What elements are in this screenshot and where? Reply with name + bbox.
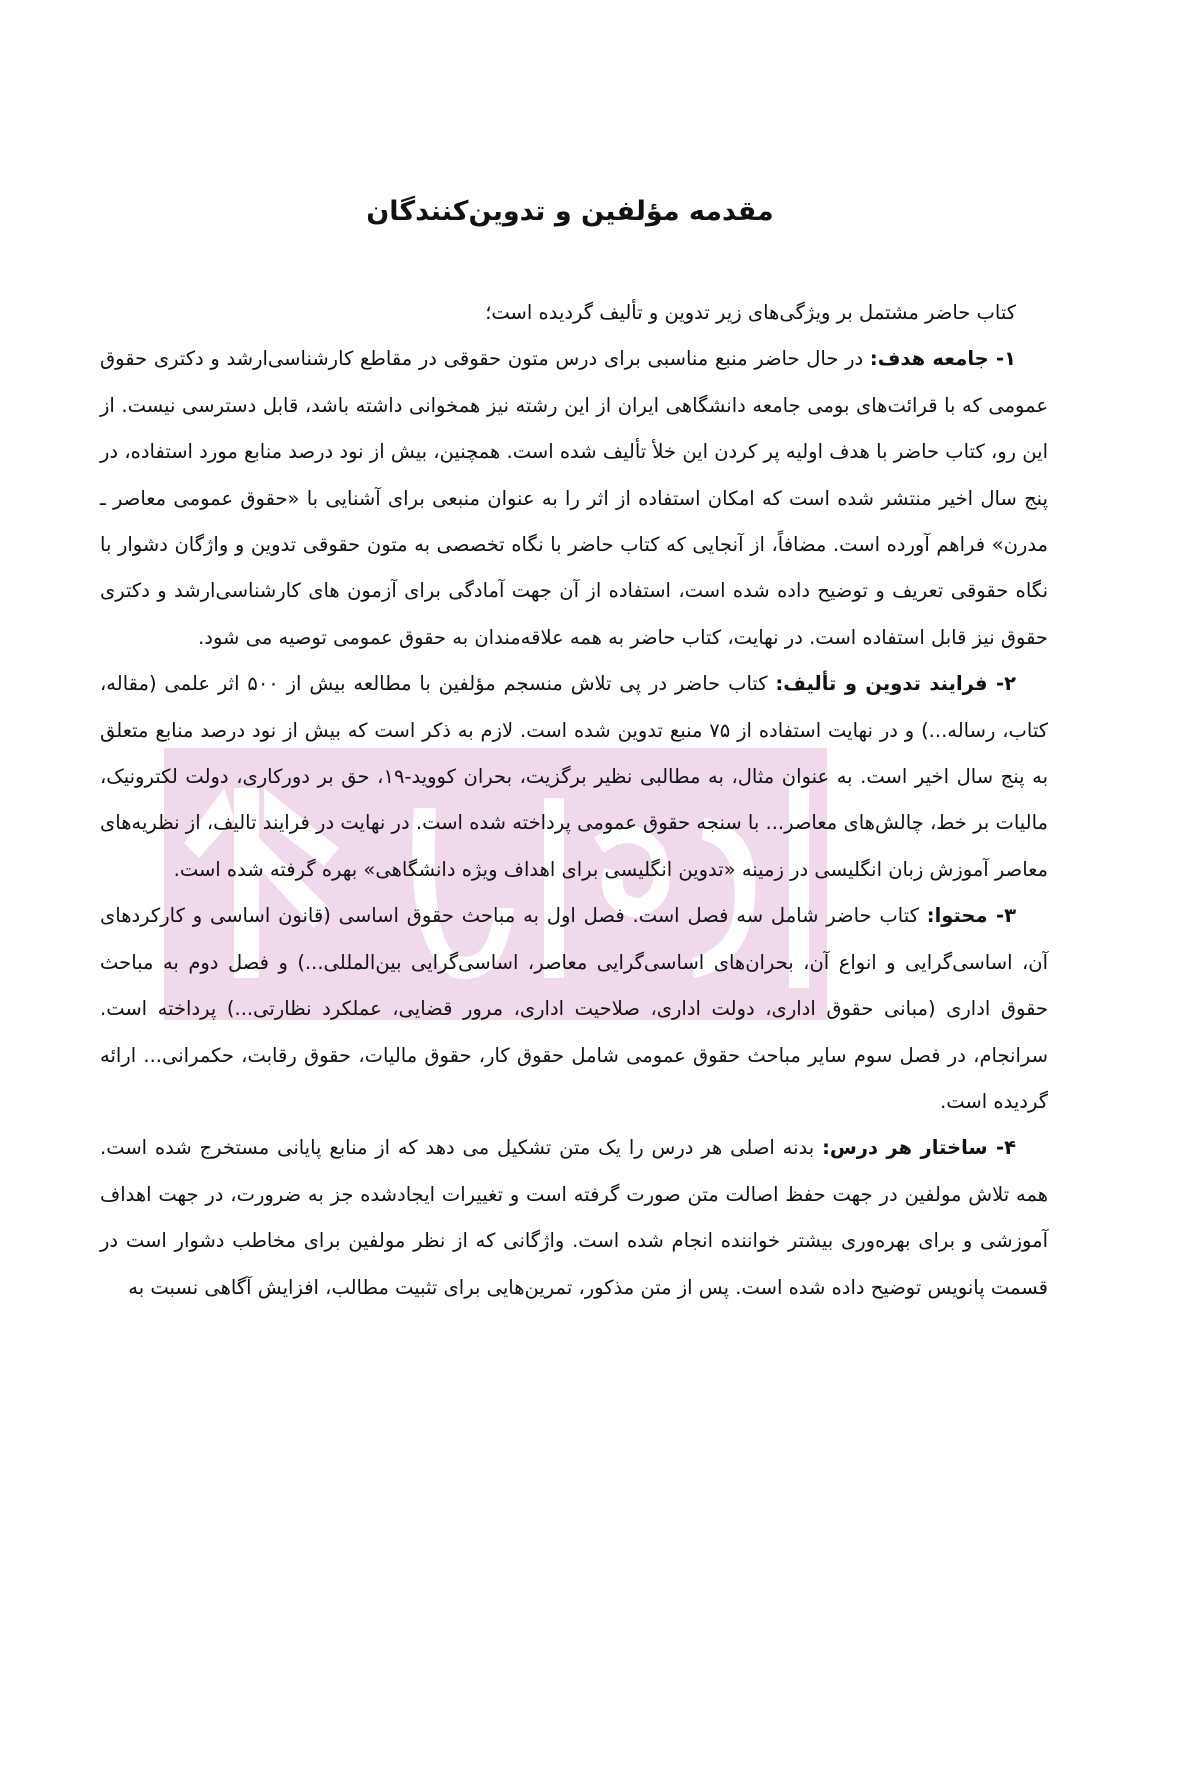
section-text: در حال حاضر منبع مناسبی برای درس متون حقوقی در مقاطع کارشناسی‌ارشد و دکتری حقوق عمومی که با قرائت‌های بومی جامعه دانشگاهی ایران از این رشته نیز همخوانی داشته باشد، قابل دسترسی نیست. از این رو، کتاب حاضر با هدف اولیه پر کردن این خلأ تألیف شده است. همچنین، بیش از نود درصد منابع مورد استفاده، در پنج سال اخیر منتشر شده است که امکان استفاده از اثر را به عنوان منبعی برای آشنایی با «حقوق عمومی معاصر ـ مدرن» فراهم آورده است. مضافاً، از آنجایی که کتاب حاضر با نگاه تخصصی به متون حقوقی تدوین و واژگان دشوار با نگاه حقوقی تعریف و توضیح داده شده است، استفاده از آن جهت آمادگی برای آزمون های کارشناسی‌ارشد و دکتری حقوق نیز قابل استفاده است. در نهایت، کتاب حاضر به همه علاقه‌مندان به حقوق عمومی توصیه می شود. — [100, 347, 1048, 649]
section-heading: ۱- جامعه هدف: — [869, 347, 1016, 371]
section-heading: ۴- ساختار هر درس: — [822, 1136, 1016, 1160]
intro-paragraph: کتاب حاضر مشتمل بر ویژگی‌های زیر تدوین و تألیف گردیده است؛ — [485, 301, 1016, 324]
section-compilation-process — [100, 661, 1048, 893]
document-body — [100, 290, 1048, 1311]
page-title: مقدمه مؤلفین و تدوین‌کنندگان — [366, 196, 774, 227]
section-heading: ۲- فرایند تدوین و تألیف: — [775, 672, 1016, 696]
section-target-audience — [100, 336, 1048, 661]
section-text: بدنه اصلی هر درس را یک متن تشکیل می دهد که از منابع پایانی مستخرج شده است. همه تلاش مولفین در جهت حفظ اصالت متن صورت گرفته است و تغییرات ایجادشده جز به ضرورت، در جهت اهداف آموزشی و برای بهره‌وری بیشتر خواننده انجام شده است. واژگانی که از نظر مولفین برای مخاطب دشوار است در قسمت پانویس توضیح داده شده است. پس از متن مذکور، تمرین‌هایی برای تثبیت مطالب، افزایش آگاهی نسبت به — [100, 1136, 1048, 1299]
section-text: کتاب حاضر در پی تلاش منسجم مؤلفین با مطالعه بیش از ۵۰۰ اثر علمی (مقاله، کتاب، رساله...) و در نهایت استفاده از ۷۵ منبع تدوین شده است. لازم به ذکر است که بیش از نود درصد منابع متعلق به پنج سال اخیر است. به عنوان مثال، به مطالبی نظیر برگزیت، بحران کووید-۱۹، حق بر دورکاری، دولت لکترونیک، مالیات بر خط، چالش‌های معاصر... با سنجه حقوق عمومی پرداخته شده است. در نهایت در فرایند تالیف، از نظریه‌های معاصر آموزش زبان انگلیسی در زمینه «تدوین انگلیسی برای اهداف ویژه دانشگاهی» بهره گرفته شده است. — [100, 672, 1048, 881]
section-content — [100, 893, 1048, 1125]
section-text: کتاب حاضر شامل سه فصل است. فصل اول به مباحث حقوق اساسی (قانون اساسی و کارکردهای آن، اساسی‌گرایی و انواع آن، بحران‌های اساسی‌گرایی معاصر، اساسی‌گرایی بین‌المللی...) و فصل دوم به مباحث حقوق اداری (مبانی حقوق اداری، دولت اداری، صلاحیت اداری، مرور قضایی، عملکرد نظارتی...) پرداخته است. سرانجام، در فصل سوم سایر مباحث حقوق عمومی شامل حقوق کار، حقوق مالیات، حقوق رقابت، حکمرانی... ارائه گردیده است. — [100, 904, 1048, 1113]
section-heading: ۳- محتوا: — [926, 904, 1016, 928]
section-lesson-structure — [100, 1125, 1048, 1311]
